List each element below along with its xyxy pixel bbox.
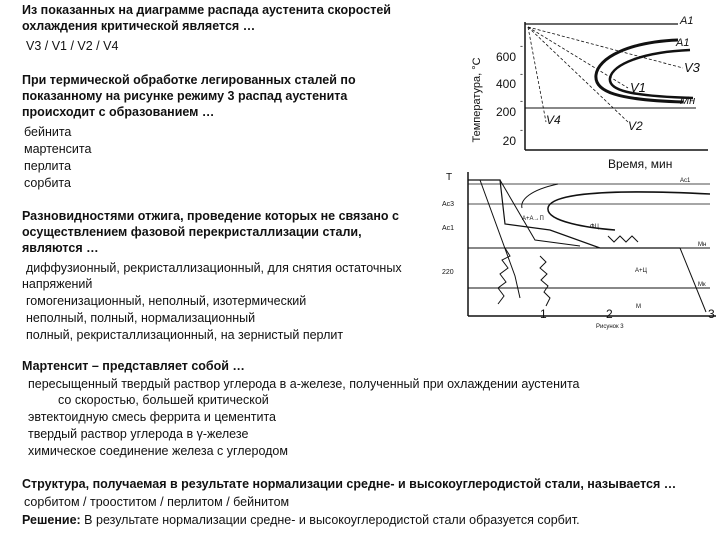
fig1-label-V4: V4 [546,113,561,127]
svg-text:-: - [520,96,523,106]
fig1-label-V2: V2 [628,119,643,133]
q4-option: твердый раствор углерода в γ-железе [28,427,249,441]
fig1-c-curve-end [610,50,693,98]
q3-line-3: являются … [22,241,99,255]
fig2-tick: Ac3 [442,201,455,208]
fig1-tick: 600 [495,50,516,64]
q5-options: сорбитом / трооститом / перлитом / бейнитом [24,495,290,509]
fig1-v1-line [528,27,628,88]
q4-option-cont: со скоростью, большей критической [58,393,269,407]
fig1-tick: 400 [495,77,516,91]
fig2-label-aa: A+A→П [522,216,544,222]
fig2-curve-number: 2 [606,307,613,321]
fig2-curve-3 [468,180,680,248]
q3-option-cont: напряжений [22,277,93,291]
svg-text:-: - [520,69,523,79]
fig2-label-mn: Mн [698,242,707,248]
q4-option: эвтектоидную смесь феррита и цементита [28,410,276,424]
svg-text:-: - [520,125,523,135]
fig1-label-V3: V3 [684,60,700,75]
fig1-tick: 20 [502,134,516,148]
fig2-zigzag-2 [540,256,550,306]
fig2-tick: 220 [442,269,454,276]
austenite-diagram [468,0,720,170]
solution-label: Решение: [22,513,81,527]
q3-line-1: Разновидностями отжига, проведение которых не связано с [22,209,399,223]
fig2-zigzag-3 [608,236,638,242]
fig2-curve-number: 1 [540,307,547,321]
solution-text: В результате нормализации средне- и высокоуглеродистой стали образуется сорбит. [80,513,580,527]
fig2-label-m: M [636,304,641,310]
fig2-label-mk: Mк [698,282,706,288]
fig1-label-Mn: Mн [680,95,696,107]
q3-option: диффузионный, рекристаллизационный, для снятия остаточных [26,261,402,275]
q3-option: полный, рекристаллизационный, на зернистый перлит [26,328,344,342]
q2-option: сорбита [24,176,71,190]
fig1-label-A1: A1 [680,15,694,27]
q1-line-2: охлаждения критической является … [22,19,256,33]
q1-options: V3 / V1 / V2 / V4 [26,39,119,53]
q3-option: гомогенизационный, неполный, изотермический [26,294,307,308]
q2-option: бейнита [24,125,72,139]
q4-option: пересыщенный твердый раствор углерода в a-железе, полученный при охлаждении аустенита [28,377,580,391]
q2-line-3: происходит с образованием … [22,105,215,119]
q3-line-2: осуществлением фазовой перекристаллизации стали, [22,225,362,239]
fig2-curve-number: 3 [708,307,715,321]
fig2-label-fc: ФЦ [590,224,599,230]
q3-option: неполный, полный, нормализационный [26,311,256,325]
fig1-x-axis-label: Время, мин [608,157,673,170]
fig2-curve-1 [480,180,520,298]
fig1-tick: 200 [495,105,516,119]
fig1-label-V1: V1 [630,80,646,95]
fig2-curve-3-end [680,248,706,312]
fig2-c-curve [548,192,710,230]
heat-treatment-diagram [440,168,720,330]
fig2-zigzag-1 [498,248,510,304]
q5-solution [22,512,580,528]
q2-line-2: показанному на рисунке режиму 3 распад аустенита [22,89,348,103]
q2-option: перлита [24,159,72,173]
q4-title: Мартенсит – представляет собой … [22,359,245,373]
fig2-label-ac: Ac1 [680,178,691,184]
q2-option: мартенсита [24,142,92,156]
q4-option: химическое соединение железа с углеродом [28,444,288,458]
q2-line-1: При термической обработке легированных сталей по [22,73,356,87]
fig2-label-ac2: A+Ц [635,268,647,274]
fig2-axis-t: T [446,172,453,183]
q5-title: Структура, получаемая в результате нормализации средне- и высокоуглеродистой стали, называется … [22,477,677,491]
fig1-v3-line [528,27,683,68]
fig2-tick: Ac1 [442,225,455,232]
fig1-y-axis-label: Температура, °C [471,57,483,143]
fig2-caption: Рисунок 3 [596,324,624,330]
fig1-label-A1-right: A1 [676,37,690,49]
svg-text:-: - [520,41,523,51]
q1-line-1: Из показанных на диаграмме распада аустенита скоростей [22,3,391,17]
